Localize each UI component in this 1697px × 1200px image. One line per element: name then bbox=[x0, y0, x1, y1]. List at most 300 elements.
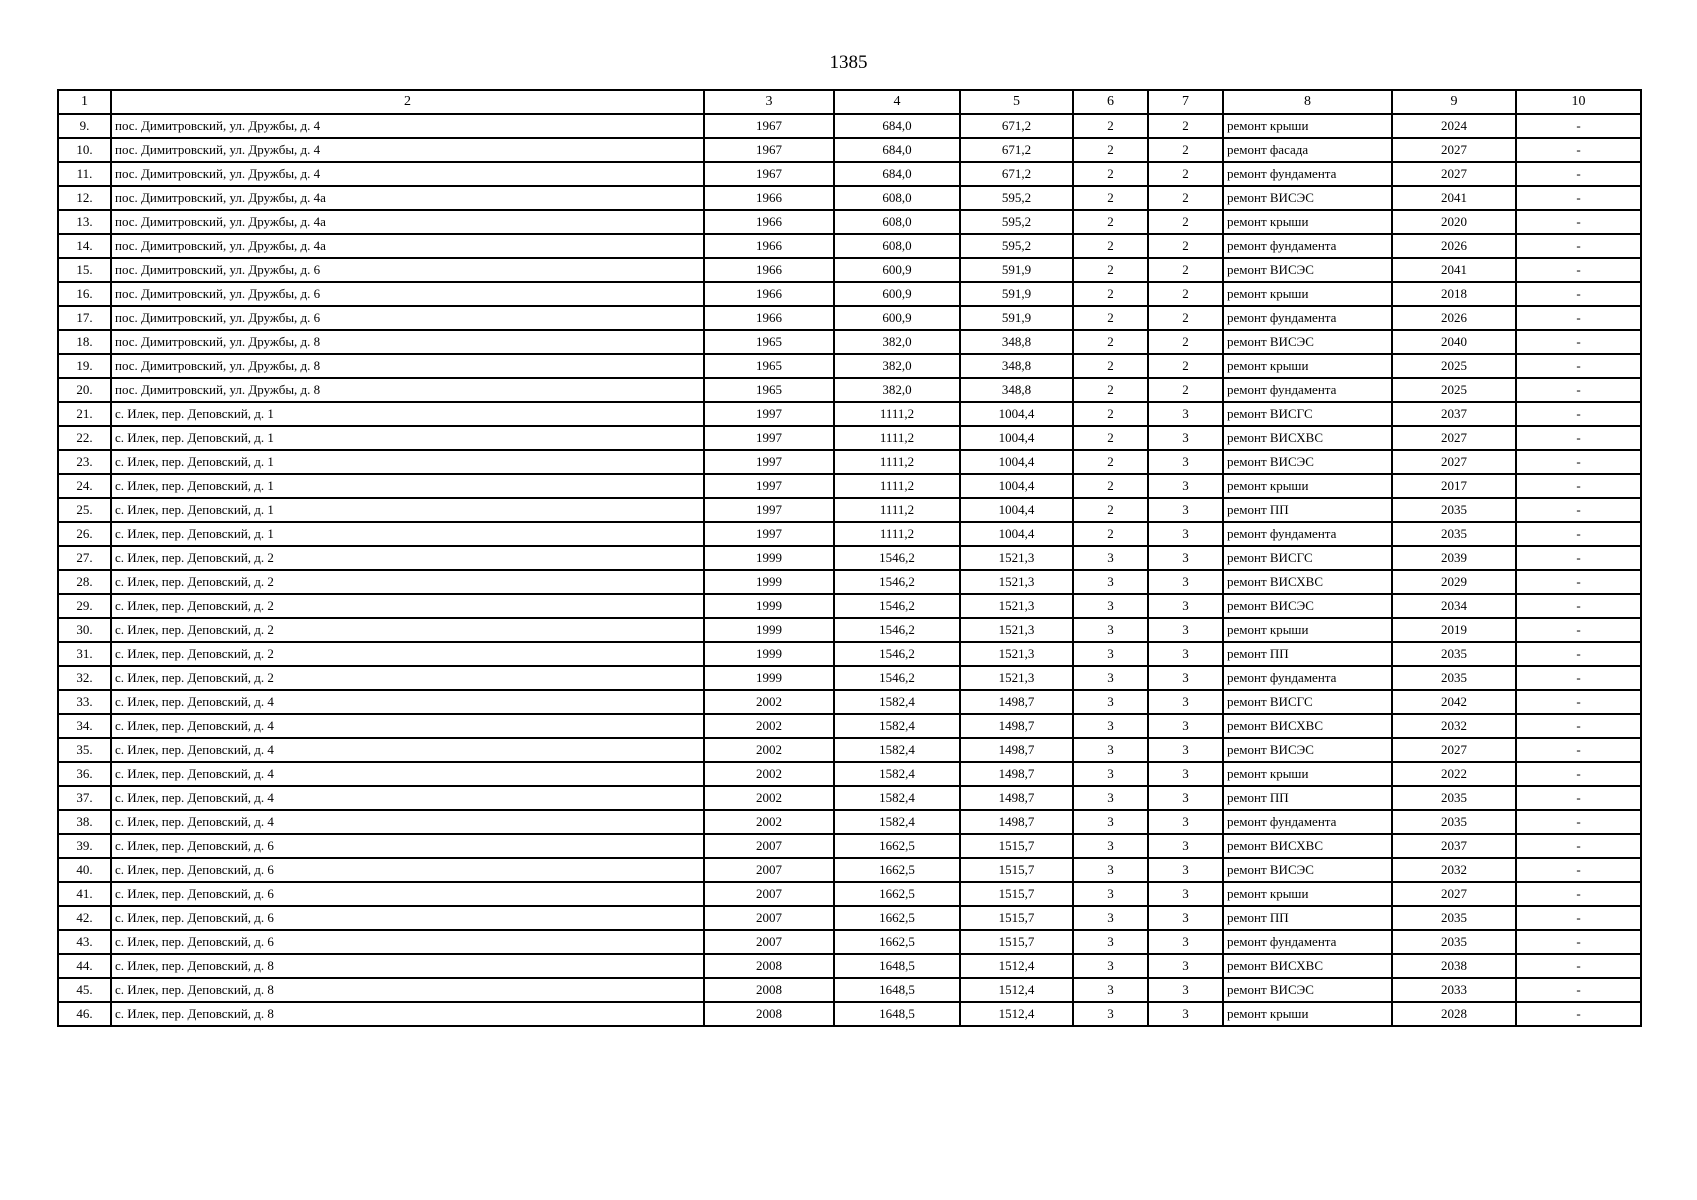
floors-cell: 3 bbox=[1073, 546, 1148, 570]
entrances-cell: 3 bbox=[1148, 858, 1223, 882]
note-cell: - bbox=[1516, 666, 1641, 690]
table-row bbox=[58, 282, 1641, 306]
entrances-cell: 3 bbox=[1148, 1002, 1223, 1026]
living-area-cell: 1512,4 bbox=[960, 1002, 1073, 1026]
address-cell: с. Илек, пер. Деповский, д. 1 bbox=[111, 498, 704, 522]
repair-type-cell: ремонт ВИСХВС bbox=[1223, 426, 1392, 450]
row-number-cell: 20. bbox=[58, 378, 111, 402]
total-area-cell: 1582,4 bbox=[834, 738, 960, 762]
construction-year-cell: 1967 bbox=[704, 114, 834, 138]
floors-cell: 2 bbox=[1073, 186, 1148, 210]
table-row bbox=[58, 546, 1641, 570]
total-area-cell: 1546,2 bbox=[834, 546, 960, 570]
total-area-cell: 1111,2 bbox=[834, 426, 960, 450]
repair-year-cell: 2025 bbox=[1392, 378, 1516, 402]
construction-year-cell: 2002 bbox=[704, 786, 834, 810]
total-area-cell: 1582,4 bbox=[834, 762, 960, 786]
table-row bbox=[58, 954, 1641, 978]
living-area-cell: 348,8 bbox=[960, 330, 1073, 354]
note-cell: - bbox=[1516, 498, 1641, 522]
address-cell: пос. Димитровский, ул. Дружбы, д. 8 bbox=[111, 378, 704, 402]
column-header: 2 bbox=[111, 90, 704, 114]
living-area-cell: 1521,3 bbox=[960, 618, 1073, 642]
address-cell: с. Илек, пер. Деповский, д. 2 bbox=[111, 546, 704, 570]
total-area-cell: 1662,5 bbox=[834, 906, 960, 930]
entrances-cell: 2 bbox=[1148, 354, 1223, 378]
table-row bbox=[58, 834, 1641, 858]
floors-cell: 2 bbox=[1073, 522, 1148, 546]
table-row bbox=[58, 210, 1641, 234]
total-area-cell: 1546,2 bbox=[834, 570, 960, 594]
entrances-cell: 2 bbox=[1148, 234, 1223, 258]
repair-year-cell: 2025 bbox=[1392, 354, 1516, 378]
floors-cell: 2 bbox=[1073, 498, 1148, 522]
row-number-cell: 44. bbox=[58, 954, 111, 978]
entrances-cell: 3 bbox=[1148, 594, 1223, 618]
construction-year-cell: 2002 bbox=[704, 810, 834, 834]
entrances-cell: 3 bbox=[1148, 690, 1223, 714]
total-area-cell: 1662,5 bbox=[834, 834, 960, 858]
total-area-cell: 608,0 bbox=[834, 186, 960, 210]
repair-year-cell: 2029 bbox=[1392, 570, 1516, 594]
construction-year-cell: 2007 bbox=[704, 882, 834, 906]
address-cell: с. Илек, пер. Деповский, д. 8 bbox=[111, 954, 704, 978]
living-area-cell: 595,2 bbox=[960, 234, 1073, 258]
construction-year-cell: 1997 bbox=[704, 426, 834, 450]
address-cell: пос. Димитровский, ул. Дружбы, д. 4 bbox=[111, 138, 704, 162]
construction-year-cell: 1966 bbox=[704, 282, 834, 306]
address-cell: с. Илек, пер. Деповский, д. 2 bbox=[111, 594, 704, 618]
table-row bbox=[58, 810, 1641, 834]
repair-year-cell: 2041 bbox=[1392, 258, 1516, 282]
construction-year-cell: 1966 bbox=[704, 306, 834, 330]
row-number-cell: 22. bbox=[58, 426, 111, 450]
row-number-cell: 42. bbox=[58, 906, 111, 930]
floors-cell: 3 bbox=[1073, 858, 1148, 882]
total-area-cell: 684,0 bbox=[834, 138, 960, 162]
address-cell: с. Илек, пер. Деповский, д. 4 bbox=[111, 738, 704, 762]
living-area-cell: 1498,7 bbox=[960, 738, 1073, 762]
construction-year-cell: 1997 bbox=[704, 450, 834, 474]
note-cell: - bbox=[1516, 618, 1641, 642]
row-number-cell: 35. bbox=[58, 738, 111, 762]
row-number-cell: 21. bbox=[58, 402, 111, 426]
table-row bbox=[58, 258, 1641, 282]
table-row bbox=[58, 906, 1641, 930]
entrances-cell: 3 bbox=[1148, 906, 1223, 930]
address-cell: с. Илек, пер. Деповский, д. 1 bbox=[111, 402, 704, 426]
address-cell: с. Илек, пер. Деповский, д. 6 bbox=[111, 930, 704, 954]
repair-year-cell: 2042 bbox=[1392, 690, 1516, 714]
column-header: 5 bbox=[960, 90, 1073, 114]
row-number-cell: 16. bbox=[58, 282, 111, 306]
floors-cell: 2 bbox=[1073, 234, 1148, 258]
table-row bbox=[58, 522, 1641, 546]
construction-year-cell: 2002 bbox=[704, 714, 834, 738]
table-row bbox=[58, 930, 1641, 954]
column-header: 1 bbox=[58, 90, 111, 114]
address-cell: с. Илек, пер. Деповский, д. 2 bbox=[111, 570, 704, 594]
construction-year-cell: 2002 bbox=[704, 762, 834, 786]
row-number-cell: 10. bbox=[58, 138, 111, 162]
entrances-cell: 3 bbox=[1148, 618, 1223, 642]
row-number-cell: 32. bbox=[58, 666, 111, 690]
address-cell: с. Илек, пер. Деповский, д. 6 bbox=[111, 906, 704, 930]
page-number: 1385 bbox=[829, 52, 868, 73]
construction-year-cell: 1967 bbox=[704, 162, 834, 186]
note-cell: - bbox=[1516, 642, 1641, 666]
living-area-cell: 1004,4 bbox=[960, 402, 1073, 426]
row-number-cell: 39. bbox=[58, 834, 111, 858]
repair-type-cell: ремонт ВИСГС bbox=[1223, 690, 1392, 714]
address-cell: с. Илек, пер. Деповский, д. 1 bbox=[111, 426, 704, 450]
construction-year-cell: 1997 bbox=[704, 522, 834, 546]
living-area-cell: 1498,7 bbox=[960, 762, 1073, 786]
construction-year-cell: 1999 bbox=[704, 546, 834, 570]
repair-year-cell: 2027 bbox=[1392, 882, 1516, 906]
table-row bbox=[58, 378, 1641, 402]
construction-year-cell: 1965 bbox=[704, 354, 834, 378]
repair-year-cell: 2035 bbox=[1392, 522, 1516, 546]
total-area-cell: 1582,4 bbox=[834, 786, 960, 810]
construction-year-cell: 2008 bbox=[704, 954, 834, 978]
floors-cell: 2 bbox=[1073, 450, 1148, 474]
repair-year-cell: 2032 bbox=[1392, 714, 1516, 738]
row-number-cell: 38. bbox=[58, 810, 111, 834]
living-area-cell: 1521,3 bbox=[960, 666, 1073, 690]
column-header: 3 bbox=[704, 90, 834, 114]
note-cell: - bbox=[1516, 858, 1641, 882]
repair-year-cell: 2035 bbox=[1392, 642, 1516, 666]
note-cell: - bbox=[1516, 882, 1641, 906]
construction-year-cell: 1966 bbox=[704, 258, 834, 282]
living-area-cell: 1004,4 bbox=[960, 426, 1073, 450]
total-area-cell: 1111,2 bbox=[834, 450, 960, 474]
living-area-cell: 1515,7 bbox=[960, 834, 1073, 858]
floors-cell: 3 bbox=[1073, 666, 1148, 690]
row-number-cell: 13. bbox=[58, 210, 111, 234]
floors-cell: 2 bbox=[1073, 162, 1148, 186]
floors-cell: 2 bbox=[1073, 426, 1148, 450]
note-cell: - bbox=[1516, 378, 1641, 402]
row-number-cell: 9. bbox=[58, 114, 111, 138]
floors-cell: 2 bbox=[1073, 378, 1148, 402]
table-row bbox=[58, 1002, 1641, 1026]
repair-year-cell: 2038 bbox=[1392, 954, 1516, 978]
entrances-cell: 3 bbox=[1148, 570, 1223, 594]
repair-type-cell: ремонт фундамента bbox=[1223, 234, 1392, 258]
entrances-cell: 2 bbox=[1148, 306, 1223, 330]
repair-type-cell: ремонт ВИСЭС bbox=[1223, 330, 1392, 354]
address-cell: с. Илек, пер. Деповский, д. 6 bbox=[111, 834, 704, 858]
floors-cell: 3 bbox=[1073, 834, 1148, 858]
repair-year-cell: 2035 bbox=[1392, 906, 1516, 930]
total-area-cell: 608,0 bbox=[834, 210, 960, 234]
entrances-cell: 3 bbox=[1148, 738, 1223, 762]
repair-year-cell: 2020 bbox=[1392, 210, 1516, 234]
note-cell: - bbox=[1516, 522, 1641, 546]
total-area-cell: 1546,2 bbox=[834, 594, 960, 618]
entrances-cell: 3 bbox=[1148, 930, 1223, 954]
entrances-cell: 3 bbox=[1148, 834, 1223, 858]
total-area-cell: 1662,5 bbox=[834, 882, 960, 906]
column-header: 10 bbox=[1516, 90, 1641, 114]
note-cell: - bbox=[1516, 810, 1641, 834]
living-area-cell: 1512,4 bbox=[960, 978, 1073, 1002]
construction-year-cell: 1965 bbox=[704, 330, 834, 354]
living-area-cell: 591,9 bbox=[960, 306, 1073, 330]
total-area-cell: 382,0 bbox=[834, 354, 960, 378]
repair-year-cell: 2034 bbox=[1392, 594, 1516, 618]
floors-cell: 2 bbox=[1073, 402, 1148, 426]
note-cell: - bbox=[1516, 570, 1641, 594]
living-area-cell: 1521,3 bbox=[960, 642, 1073, 666]
floors-cell: 3 bbox=[1073, 810, 1148, 834]
address-cell: с. Илек, пер. Деповский, д. 1 bbox=[111, 522, 704, 546]
table-row bbox=[58, 738, 1641, 762]
repair-type-cell: ремонт ПП bbox=[1223, 498, 1392, 522]
address-cell: пос. Димитровский, ул. Дружбы, д. 8 bbox=[111, 354, 704, 378]
table-row bbox=[58, 354, 1641, 378]
row-number-cell: 29. bbox=[58, 594, 111, 618]
repair-year-cell: 2019 bbox=[1392, 618, 1516, 642]
living-area-cell: 1515,7 bbox=[960, 858, 1073, 882]
entrances-cell: 3 bbox=[1148, 810, 1223, 834]
floors-cell: 2 bbox=[1073, 210, 1148, 234]
note-cell: - bbox=[1516, 402, 1641, 426]
repair-type-cell: ремонт фундамента bbox=[1223, 306, 1392, 330]
address-cell: с. Илек, пер. Деповский, д. 2 bbox=[111, 666, 704, 690]
address-cell: пос. Димитровский, ул. Дружбы, д. 4 bbox=[111, 162, 704, 186]
note-cell: - bbox=[1516, 546, 1641, 570]
entrances-cell: 3 bbox=[1148, 498, 1223, 522]
floors-cell: 2 bbox=[1073, 474, 1148, 498]
total-area-cell: 1111,2 bbox=[834, 498, 960, 522]
repair-type-cell: ремонт крыши bbox=[1223, 354, 1392, 378]
construction-year-cell: 1999 bbox=[704, 594, 834, 618]
repair-type-cell: ремонт ПП bbox=[1223, 906, 1392, 930]
entrances-cell: 3 bbox=[1148, 882, 1223, 906]
repair-year-cell: 2026 bbox=[1392, 306, 1516, 330]
repair-year-cell: 2035 bbox=[1392, 930, 1516, 954]
row-number-cell: 23. bbox=[58, 450, 111, 474]
entrances-cell: 2 bbox=[1148, 210, 1223, 234]
repair-type-cell: ремонт крыши bbox=[1223, 474, 1392, 498]
repair-type-cell: ремонт ВИСЭС bbox=[1223, 978, 1392, 1002]
repair-type-cell: ремонт фундамента bbox=[1223, 930, 1392, 954]
total-area-cell: 684,0 bbox=[834, 114, 960, 138]
floors-cell: 3 bbox=[1073, 882, 1148, 906]
floors-cell: 3 bbox=[1073, 786, 1148, 810]
note-cell: - bbox=[1516, 906, 1641, 930]
repair-type-cell: ремонт крыши bbox=[1223, 882, 1392, 906]
repair-type-cell: ремонт фундамента bbox=[1223, 378, 1392, 402]
row-number-cell: 33. bbox=[58, 690, 111, 714]
living-area-cell: 1498,7 bbox=[960, 714, 1073, 738]
row-number-cell: 27. bbox=[58, 546, 111, 570]
table-row bbox=[58, 498, 1641, 522]
table-row bbox=[58, 426, 1641, 450]
note-cell: - bbox=[1516, 258, 1641, 282]
construction-year-cell: 2007 bbox=[704, 906, 834, 930]
note-cell: - bbox=[1516, 762, 1641, 786]
row-number-cell: 26. bbox=[58, 522, 111, 546]
total-area-cell: 1582,4 bbox=[834, 714, 960, 738]
repair-year-cell: 2032 bbox=[1392, 858, 1516, 882]
construction-year-cell: 1999 bbox=[704, 618, 834, 642]
note-cell: - bbox=[1516, 786, 1641, 810]
total-area-cell: 600,9 bbox=[834, 258, 960, 282]
note-cell: - bbox=[1516, 594, 1641, 618]
total-area-cell: 1648,5 bbox=[834, 954, 960, 978]
repair-type-cell: ремонт крыши bbox=[1223, 618, 1392, 642]
row-number-cell: 34. bbox=[58, 714, 111, 738]
living-area-cell: 1521,3 bbox=[960, 570, 1073, 594]
table-row bbox=[58, 858, 1641, 882]
entrances-cell: 2 bbox=[1148, 258, 1223, 282]
total-area-cell: 1648,5 bbox=[834, 1002, 960, 1026]
total-area-cell: 1111,2 bbox=[834, 474, 960, 498]
address-cell: с. Илек, пер. Деповский, д. 8 bbox=[111, 978, 704, 1002]
column-header: 4 bbox=[834, 90, 960, 114]
address-cell: с. Илек, пер. Деповский, д. 2 bbox=[111, 642, 704, 666]
total-area-cell: 1546,2 bbox=[834, 618, 960, 642]
table-row bbox=[58, 330, 1641, 354]
entrances-cell: 3 bbox=[1148, 426, 1223, 450]
address-cell: с. Илек, пер. Деповский, д. 6 bbox=[111, 882, 704, 906]
note-cell: - bbox=[1516, 114, 1641, 138]
note-cell: - bbox=[1516, 450, 1641, 474]
total-area-cell: 382,0 bbox=[834, 378, 960, 402]
note-cell: - bbox=[1516, 426, 1641, 450]
floors-cell: 3 bbox=[1073, 714, 1148, 738]
repair-year-cell: 2040 bbox=[1392, 330, 1516, 354]
column-header: 8 bbox=[1223, 90, 1392, 114]
repair-year-cell: 2024 bbox=[1392, 114, 1516, 138]
repair-type-cell: ремонт крыши bbox=[1223, 1002, 1392, 1026]
total-area-cell: 600,9 bbox=[834, 282, 960, 306]
living-area-cell: 1515,7 bbox=[960, 882, 1073, 906]
table-row bbox=[58, 186, 1641, 210]
table-row bbox=[58, 306, 1641, 330]
entrances-cell: 2 bbox=[1148, 138, 1223, 162]
address-cell: с. Илек, пер. Деповский, д. 4 bbox=[111, 810, 704, 834]
total-area-cell: 382,0 bbox=[834, 330, 960, 354]
repair-type-cell: ремонт ВИСХВС bbox=[1223, 570, 1392, 594]
entrances-cell: 2 bbox=[1148, 330, 1223, 354]
living-area-cell: 1004,4 bbox=[960, 522, 1073, 546]
note-cell: - bbox=[1516, 714, 1641, 738]
note-cell: - bbox=[1516, 978, 1641, 1002]
floors-cell: 3 bbox=[1073, 978, 1148, 1002]
entrances-cell: 3 bbox=[1148, 522, 1223, 546]
living-area-cell: 591,9 bbox=[960, 258, 1073, 282]
repair-type-cell: ремонт ВИСХВС bbox=[1223, 714, 1392, 738]
entrances-cell: 3 bbox=[1148, 474, 1223, 498]
repair-year-cell: 2022 bbox=[1392, 762, 1516, 786]
row-number-cell: 30. bbox=[58, 618, 111, 642]
living-area-cell: 595,2 bbox=[960, 210, 1073, 234]
total-area-cell: 1648,5 bbox=[834, 978, 960, 1002]
entrances-cell: 3 bbox=[1148, 546, 1223, 570]
total-area-cell: 1662,5 bbox=[834, 930, 960, 954]
note-cell: - bbox=[1516, 474, 1641, 498]
address-cell: с. Илек, пер. Деповский, д. 4 bbox=[111, 690, 704, 714]
total-area-cell: 1546,2 bbox=[834, 642, 960, 666]
address-cell: с. Илек, пер. Деповский, д. 1 bbox=[111, 450, 704, 474]
table-row bbox=[58, 162, 1641, 186]
address-cell: с. Илек, пер. Деповский, д. 8 bbox=[111, 1002, 704, 1026]
total-area-cell: 1546,2 bbox=[834, 666, 960, 690]
repair-type-cell: ремонт крыши bbox=[1223, 210, 1392, 234]
note-cell: - bbox=[1516, 186, 1641, 210]
repair-type-cell: ремонт фундамента bbox=[1223, 666, 1392, 690]
row-number-cell: 19. bbox=[58, 354, 111, 378]
repair-type-cell: ремонт фасада bbox=[1223, 138, 1392, 162]
row-number-cell: 31. bbox=[58, 642, 111, 666]
construction-year-cell: 2007 bbox=[704, 858, 834, 882]
repair-type-cell: ремонт ВИСГС bbox=[1223, 402, 1392, 426]
construction-year-cell: 1997 bbox=[704, 474, 834, 498]
note-cell: - bbox=[1516, 738, 1641, 762]
repair-year-cell: 2037 bbox=[1392, 834, 1516, 858]
table-row bbox=[58, 618, 1641, 642]
entrances-cell: 3 bbox=[1148, 786, 1223, 810]
table-body bbox=[58, 114, 1641, 1026]
construction-year-cell: 1999 bbox=[704, 666, 834, 690]
repair-year-cell: 2018 bbox=[1392, 282, 1516, 306]
floors-cell: 2 bbox=[1073, 306, 1148, 330]
entrances-cell: 2 bbox=[1148, 282, 1223, 306]
repair-type-cell: ремонт ВИСХВС bbox=[1223, 834, 1392, 858]
address-cell: с. Илек, пер. Деповский, д. 4 bbox=[111, 762, 704, 786]
floors-cell: 3 bbox=[1073, 618, 1148, 642]
floors-cell: 3 bbox=[1073, 642, 1148, 666]
row-number-cell: 46. bbox=[58, 1002, 111, 1026]
repair-year-cell: 2027 bbox=[1392, 450, 1516, 474]
living-area-cell: 348,8 bbox=[960, 354, 1073, 378]
entrances-cell: 3 bbox=[1148, 978, 1223, 1002]
note-cell: - bbox=[1516, 210, 1641, 234]
construction-year-cell: 2007 bbox=[704, 834, 834, 858]
entrances-cell: 3 bbox=[1148, 642, 1223, 666]
floors-cell: 3 bbox=[1073, 906, 1148, 930]
living-area-cell: 1498,7 bbox=[960, 810, 1073, 834]
repair-type-cell: ремонт крыши bbox=[1223, 114, 1392, 138]
row-number-cell: 25. bbox=[58, 498, 111, 522]
repair-type-cell: ремонт фундамента bbox=[1223, 162, 1392, 186]
construction-year-cell: 1966 bbox=[704, 234, 834, 258]
entrances-cell: 2 bbox=[1148, 162, 1223, 186]
floors-cell: 3 bbox=[1073, 930, 1148, 954]
repair-year-cell: 2035 bbox=[1392, 498, 1516, 522]
repair-type-cell: ремонт ВИСЭС bbox=[1223, 858, 1392, 882]
construction-year-cell: 2008 bbox=[704, 978, 834, 1002]
address-cell: с. Илек, пер. Деповский, д. 2 bbox=[111, 618, 704, 642]
floors-cell: 2 bbox=[1073, 282, 1148, 306]
entrances-cell: 3 bbox=[1148, 450, 1223, 474]
floors-cell: 3 bbox=[1073, 762, 1148, 786]
note-cell: - bbox=[1516, 690, 1641, 714]
living-area-cell: 1004,4 bbox=[960, 498, 1073, 522]
living-area-cell: 671,2 bbox=[960, 114, 1073, 138]
row-number-cell: 45. bbox=[58, 978, 111, 1002]
construction-year-cell: 1966 bbox=[704, 210, 834, 234]
construction-year-cell: 1966 bbox=[704, 186, 834, 210]
entrances-cell: 3 bbox=[1148, 954, 1223, 978]
address-cell: с. Илек, пер. Деповский, д. 6 bbox=[111, 858, 704, 882]
table-row bbox=[58, 570, 1641, 594]
